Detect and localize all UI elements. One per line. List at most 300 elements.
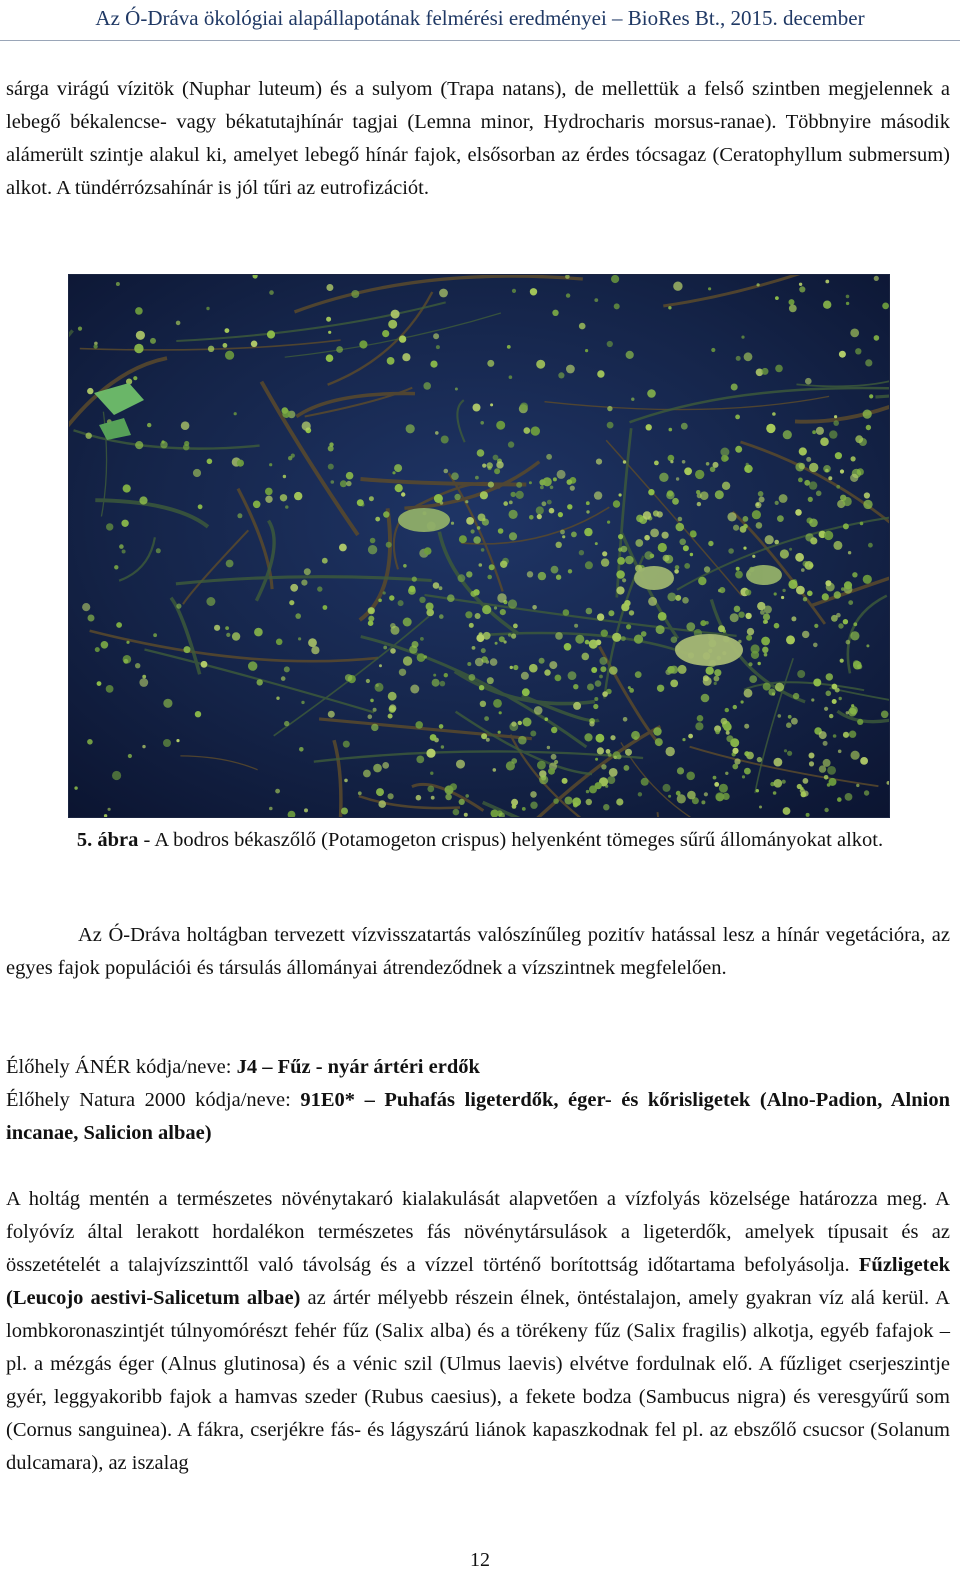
duckweed-leaf xyxy=(368,545,377,554)
duckweed-leaf xyxy=(237,460,244,467)
duckweed-leaf xyxy=(756,789,759,792)
duckweed-leaf xyxy=(856,784,859,787)
duckweed-leaf xyxy=(522,688,530,696)
duckweed-leaf xyxy=(563,609,570,616)
duckweed-leaf xyxy=(701,800,705,804)
duckweed-leaf xyxy=(874,276,879,281)
duckweed-leaf xyxy=(440,681,446,687)
duckweed-leaf xyxy=(708,541,713,546)
duckweed-leaf xyxy=(806,813,810,817)
duckweed-leaf xyxy=(789,299,795,305)
duckweed-leaf xyxy=(513,665,518,670)
duckweed-leaf xyxy=(609,666,618,675)
duckweed-leaf xyxy=(813,679,821,687)
duckweed-leaf xyxy=(548,768,555,775)
duckweed-leaf xyxy=(444,673,448,677)
duckweed-leaf xyxy=(487,677,494,684)
duckweed-leaf xyxy=(721,455,728,462)
duckweed-leaf xyxy=(295,613,301,619)
duckweed-leaf xyxy=(483,518,486,521)
duckweed-leaf xyxy=(368,616,374,622)
duckweed-leaf xyxy=(744,724,749,729)
duckweed-leaf xyxy=(839,351,846,358)
duckweed-leaf xyxy=(611,275,619,283)
duckweed-leaf xyxy=(624,765,630,771)
duckweed-leaf xyxy=(836,613,841,618)
duckweed-leaf xyxy=(345,674,352,681)
duckweed-leaf xyxy=(265,496,272,503)
duckweed-leaf xyxy=(866,644,869,647)
duckweed-leaf xyxy=(388,692,397,701)
duckweed-leaf xyxy=(774,540,779,545)
paragraph-3-part2: az ártér mélyebb részein élnek, öntéstalajon, amely gyakran víz alá kerül. A lombkoronaszintjét túlnyomórészt fehér fűz (Salix alba) és a törékeny fűz (Salix fragilis) alkotja, egyéb fafajok – pl. a mézgás éger (Alnus glutinosa) és a vénic szil (Ulmus laevis) elvétve fordulnak elő. A fűzliget cserjeszintje gyér, leggyakoribb fajok a hamvas szeder (Rubus caesius), a fekete bodza (Sambucus nigra) és veresgyűrű som (Cornus sanguinea). A fákra, cserjékre fás- és lágyszárú liánok kapaszkodnak fel pl. az ebszőlő csucsor (Solanum dulcamara), az iszalag xyxy=(6,1287,950,1474)
duckweed-leaf xyxy=(679,539,686,546)
duckweed-leaf xyxy=(163,699,172,708)
duckweed-leaf xyxy=(555,632,563,640)
duckweed-leaf xyxy=(584,733,592,741)
duckweed-leaf xyxy=(602,551,607,556)
duckweed-leaf xyxy=(480,421,484,425)
figure-number-label: 5. ábra xyxy=(76,829,139,851)
duckweed-leaf xyxy=(687,791,696,800)
duckweed-leaf xyxy=(610,735,615,740)
duckweed-leaf xyxy=(714,782,719,787)
duckweed-leaf xyxy=(481,548,485,552)
duckweed-leaf xyxy=(585,640,590,645)
duckweed-leaf xyxy=(775,501,779,505)
duckweed-leaf xyxy=(516,491,524,499)
duckweed-leaf xyxy=(395,484,403,492)
duckweed-leaf xyxy=(613,500,620,507)
duckweed-leaf xyxy=(531,426,540,435)
duckweed-leaf xyxy=(774,779,783,788)
duckweed-leaf xyxy=(486,738,490,742)
duckweed-leaf xyxy=(370,699,374,703)
duckweed-leaf xyxy=(248,661,257,670)
duckweed-leaf xyxy=(579,550,584,555)
duckweed-leaf xyxy=(786,635,795,644)
duckweed-leaf xyxy=(466,517,474,525)
duckweed-leaf xyxy=(139,496,147,504)
duckweed-leaf xyxy=(389,704,396,711)
duckweed-leaf xyxy=(744,768,751,775)
duckweed-leaf xyxy=(444,469,449,474)
duckweed-leaf xyxy=(866,425,871,430)
duckweed-leaf xyxy=(416,756,424,764)
duckweed-leaf xyxy=(795,553,804,562)
duckweed-leaf xyxy=(465,794,469,798)
duckweed-leaf xyxy=(518,721,522,725)
duckweed-leaf xyxy=(391,310,400,319)
duckweed-leaf xyxy=(453,809,460,816)
duckweed-leaf xyxy=(328,464,334,470)
duckweed-leaf xyxy=(619,493,622,496)
duckweed-leaf xyxy=(430,772,433,775)
duckweed-leaf xyxy=(869,394,873,398)
duckweed-leaf xyxy=(375,517,380,522)
duckweed-leaf xyxy=(415,721,423,729)
duckweed-leaf xyxy=(723,793,730,800)
duckweed-leaf xyxy=(534,706,543,715)
duckweed-leaf xyxy=(539,658,545,664)
duckweed-leaf xyxy=(390,648,396,654)
duckweed-leaf xyxy=(621,636,626,641)
duckweed-leaf xyxy=(768,689,775,696)
duckweed-leaf xyxy=(135,441,143,449)
duckweed-leaf xyxy=(436,345,440,349)
duckweed-leaf xyxy=(549,508,555,514)
duckweed-leaf xyxy=(864,790,869,795)
duckweed-leaf xyxy=(475,658,484,667)
duckweed-leaf xyxy=(234,412,237,415)
duckweed-leaf xyxy=(751,651,759,659)
duckweed-leaf xyxy=(782,589,785,592)
duckweed-leaf xyxy=(88,615,95,622)
duckweed-leaf xyxy=(328,711,335,718)
habitat-aner-label: Élőhely ÁNÉR kódja/neve: xyxy=(6,1056,237,1078)
duckweed-leaf xyxy=(493,699,502,708)
duckweed-leaf xyxy=(503,501,508,506)
duckweed-leaf xyxy=(607,521,610,524)
duckweed-leaf xyxy=(789,305,797,313)
duckweed-leaf xyxy=(567,504,572,509)
duckweed-leaf xyxy=(595,542,598,545)
habitat-natura-value: 91E0* – Puhafás ligeterdők, éger- és kőrisligetek (Alno-Padion, Alnion incanae, Salicion albae) xyxy=(6,1089,950,1144)
duckweed-leaf xyxy=(206,307,209,310)
duckweed-leaf xyxy=(214,625,220,631)
duckweed-leaf xyxy=(346,472,354,480)
duckweed-leaf xyxy=(556,542,562,548)
duckweed-leaf xyxy=(226,633,230,637)
duckweed-leaf xyxy=(473,536,481,544)
duckweed-leaf xyxy=(507,345,511,349)
duckweed-leaf xyxy=(423,382,431,390)
duckweed-leaf xyxy=(852,572,857,577)
duckweed-leaf xyxy=(530,288,537,295)
duckweed-leaf xyxy=(731,384,738,391)
duckweed-leaf xyxy=(603,804,609,810)
duckweed-leaf xyxy=(402,353,410,361)
duckweed-leaf xyxy=(784,749,787,752)
duckweed-leaf xyxy=(368,714,373,719)
duckweed-leaf xyxy=(734,606,741,613)
duckweed-leaf xyxy=(406,424,415,433)
duckweed-leaf xyxy=(666,747,675,756)
duckweed-leaf xyxy=(596,459,602,465)
duckweed-leaf xyxy=(488,482,494,488)
duckweed-leaf xyxy=(101,641,109,649)
duckweed-leaf xyxy=(301,580,307,586)
duckweed-leaf xyxy=(670,680,678,688)
duckweed-leaf xyxy=(409,586,415,592)
duckweed-leaf xyxy=(370,538,376,544)
duckweed-leaf xyxy=(626,351,634,359)
duckweed-leaf xyxy=(573,702,581,710)
duckweed-leaf xyxy=(874,335,880,341)
duckweed-leaf xyxy=(855,348,861,354)
duckweed-leaf xyxy=(743,547,746,550)
duckweed-leaf xyxy=(625,556,634,565)
duckweed-leaf xyxy=(547,500,552,505)
duckweed-leaf xyxy=(745,589,751,595)
duckweed-leaf xyxy=(108,808,111,811)
duckweed-leaf xyxy=(801,568,805,572)
duckweed-leaf xyxy=(635,671,642,678)
duckweed-leaf xyxy=(673,282,682,291)
duckweed-leaf xyxy=(791,718,798,725)
duckweed-leaf xyxy=(572,797,581,806)
duckweed-leaf xyxy=(574,624,578,628)
duckweed-leaf xyxy=(458,574,466,582)
duckweed-leaf xyxy=(755,502,761,508)
duckweed-leaf xyxy=(832,699,837,704)
duckweed-leaf xyxy=(675,595,681,601)
duckweed-leaf xyxy=(487,462,493,468)
duckweed-leaf xyxy=(551,727,557,733)
duckweed-leaf xyxy=(775,683,784,692)
paragraph-3-bold-term: Fűzligetek (Leucojo aestivi-Salicetum albae) xyxy=(6,1254,950,1309)
duckweed-leaf xyxy=(738,612,744,618)
duckweed-leaf xyxy=(498,731,501,734)
duckweed-leaf xyxy=(508,599,517,608)
duckweed-leaf xyxy=(509,501,513,505)
duckweed-leaf xyxy=(647,389,656,398)
duckweed-leaf xyxy=(849,731,856,738)
duckweed-leaf xyxy=(87,388,93,394)
duckweed-leaf xyxy=(176,604,181,609)
duckweed-leaf xyxy=(536,360,545,369)
duckweed-leaf xyxy=(666,491,674,499)
duckweed-leaf xyxy=(537,761,546,770)
duckweed-leaf xyxy=(304,808,308,812)
duckweed-leaf xyxy=(473,404,481,412)
duckweed-leaf xyxy=(289,600,294,605)
duckweed-leaf xyxy=(553,798,559,804)
duckweed-leaf xyxy=(387,357,395,365)
duckweed-leaf xyxy=(343,741,350,748)
duckweed-leaf xyxy=(698,577,706,585)
duckweed-leaf xyxy=(379,664,382,667)
duckweed-leaf xyxy=(512,804,517,809)
duckweed-leaf xyxy=(669,428,673,432)
duckweed-leaf xyxy=(290,584,298,592)
duckweed-leaf xyxy=(672,498,679,505)
duckweed-leaf xyxy=(774,623,780,629)
duckweed-leaf xyxy=(783,807,791,815)
duckweed-leaf xyxy=(684,563,690,569)
duckweed-leaf xyxy=(585,561,593,569)
duckweed-leaf xyxy=(599,675,603,679)
duckweed-leaf xyxy=(430,361,437,368)
duckweed-leaf xyxy=(736,356,741,361)
duckweed-leaf xyxy=(518,736,527,745)
duckweed-leaf xyxy=(371,724,378,731)
duckweed-leaf xyxy=(269,290,274,295)
duckweed-leaf xyxy=(276,697,279,700)
duckweed-leaf xyxy=(416,795,422,801)
duckweed-leaf xyxy=(439,289,448,298)
duckweed-leaf xyxy=(128,754,132,758)
duckweed-leaf xyxy=(678,517,683,522)
duckweed-leaf xyxy=(466,571,472,577)
duckweed-leaf xyxy=(469,674,476,681)
duckweed-leaf xyxy=(695,722,703,730)
duckweed-leaf xyxy=(589,640,598,649)
duckweed-leaf xyxy=(142,675,146,679)
duckweed-leaf xyxy=(522,807,526,811)
duckweed-leaf xyxy=(571,532,577,538)
duckweed-leaf xyxy=(743,516,749,522)
duckweed-leaf xyxy=(742,775,745,778)
duckweed-leaf xyxy=(829,778,837,786)
duckweed-leaf xyxy=(697,502,701,506)
duckweed-leaf xyxy=(833,420,839,426)
duckweed-leaf xyxy=(304,568,311,575)
duckweed-leaf xyxy=(863,410,872,419)
duckweed-leaf xyxy=(496,461,503,468)
duckweed-leaf xyxy=(623,717,628,722)
duckweed-leaf xyxy=(671,636,678,643)
duckweed-leaf xyxy=(735,571,743,579)
duckweed-leaf xyxy=(848,551,851,554)
duckweed-leaf xyxy=(677,794,686,803)
duckweed-leaf xyxy=(843,497,852,506)
duckweed-leaf xyxy=(715,490,724,499)
duckweed-leaf xyxy=(369,496,374,501)
duckweed-leaf xyxy=(838,623,843,628)
duckweed-leaf xyxy=(475,613,481,619)
duckweed-leaf xyxy=(648,489,654,495)
duckweed-leaf xyxy=(322,558,328,564)
duckweed-leaf xyxy=(480,701,486,707)
duckweed-leaf xyxy=(713,776,717,780)
duckweed-leaf xyxy=(432,679,440,687)
duckweed-leaf xyxy=(608,753,612,757)
duckweed-leaf xyxy=(359,340,367,348)
duckweed-leaf xyxy=(881,711,889,719)
duckweed-leaf xyxy=(481,648,486,653)
duckweed-leaf xyxy=(863,500,872,509)
duckweed-leaf xyxy=(764,653,768,657)
duckweed-leaf xyxy=(378,599,382,603)
duckweed-leaf xyxy=(614,303,620,309)
duckweed-leaf xyxy=(677,767,684,774)
duckweed-leaf xyxy=(824,531,833,540)
duckweed-leaf xyxy=(621,603,629,611)
duckweed-leaf xyxy=(695,470,704,479)
duckweed-leaf xyxy=(112,771,121,780)
duckweed-leaf xyxy=(122,550,126,554)
duckweed-leaf xyxy=(439,614,444,619)
duckweed-leaf xyxy=(339,544,347,552)
duckweed-leaf xyxy=(375,683,384,692)
duckweed-leaf xyxy=(748,662,752,666)
duckweed-leaf xyxy=(497,593,506,602)
duckweed-leaf xyxy=(806,457,811,462)
duckweed-leaf xyxy=(424,547,432,555)
duckweed-leaf xyxy=(87,739,93,745)
duckweed-leaf xyxy=(635,539,643,547)
duckweed-leaf xyxy=(681,423,688,430)
duckweed-leaf xyxy=(547,746,550,749)
duckweed-leaf xyxy=(544,669,550,675)
duckweed-leaf xyxy=(638,792,642,796)
duckweed-leaf xyxy=(495,642,498,645)
duckweed-leaf xyxy=(849,706,858,715)
duckweed-leaf xyxy=(629,610,634,615)
duckweed-leaf xyxy=(612,633,621,642)
duckweed-leaf xyxy=(839,697,842,700)
duckweed-leaf xyxy=(265,488,273,496)
duckweed-leaf xyxy=(837,797,842,802)
duckweed-leaf xyxy=(412,641,419,648)
duckweed-leaf xyxy=(490,658,498,666)
duckweed-leaf xyxy=(565,797,573,805)
duckweed-leaf xyxy=(564,643,572,651)
duckweed-leaf xyxy=(597,747,604,754)
duckweed-leaf xyxy=(721,718,728,725)
duckweed-leaf xyxy=(467,662,471,666)
duckweed-leaf xyxy=(86,433,92,439)
duckweed-leaf xyxy=(626,624,631,629)
duckweed-leaf xyxy=(567,479,573,485)
duckweed-leaf xyxy=(207,459,213,465)
duckweed-leaf xyxy=(714,669,721,676)
duckweed-leaf xyxy=(759,497,765,503)
duckweed-leaf xyxy=(368,607,375,614)
duckweed-leaf xyxy=(508,441,514,447)
duckweed-leaf xyxy=(93,344,97,348)
duckweed-leaf xyxy=(147,423,151,427)
duckweed-leaf xyxy=(838,750,842,754)
duckweed-leaf xyxy=(208,346,214,352)
duckweed-leaf xyxy=(433,674,436,677)
duckweed-leaf xyxy=(523,718,532,727)
duckweed-leaf xyxy=(807,591,813,597)
duckweed-leaf xyxy=(678,665,687,674)
duckweed-leaf xyxy=(119,544,124,549)
duckweed-leaf xyxy=(851,751,860,760)
header-title: Az Ó-Dráva ökológiai alapállapotának felmérési eredményei – BioRes Bt., 2015. december xyxy=(95,6,865,30)
duckweed-leaf xyxy=(383,591,386,594)
duckweed-leaf xyxy=(476,634,484,642)
duckweed-leaf xyxy=(675,565,680,570)
duckweed-leaf xyxy=(605,785,608,788)
duckweed-leaf xyxy=(662,532,669,539)
duckweed-leaf xyxy=(793,693,799,699)
duckweed-leaf xyxy=(328,446,334,452)
duckweed-leaf xyxy=(752,555,755,558)
duckweed-leaf xyxy=(504,640,507,643)
duckweed-leaf xyxy=(326,317,331,322)
figure-caption-text: - A bodros békaszőlő (Potamogeton crispus) helyenként tömeges sűrű állományokat alkot. xyxy=(138,829,884,851)
duckweed-leaf xyxy=(568,569,572,573)
duckweed-leaf xyxy=(193,469,201,477)
duckweed-leaf xyxy=(757,602,765,610)
duckweed-leaf xyxy=(480,491,488,499)
duckweed-leaf xyxy=(326,354,334,362)
duckweed-leaf xyxy=(524,427,531,434)
duckweed-leaf xyxy=(779,494,788,503)
duckweed-leaf xyxy=(829,714,833,718)
duckweed-leaf xyxy=(479,685,484,690)
duckweed-leaf xyxy=(703,677,712,686)
duckweed-leaf xyxy=(481,733,487,739)
duckweed-leaf xyxy=(786,722,792,728)
duckweed-leaf xyxy=(765,535,774,544)
duckweed-leaf xyxy=(459,535,467,543)
duckweed-leaf xyxy=(512,289,516,293)
